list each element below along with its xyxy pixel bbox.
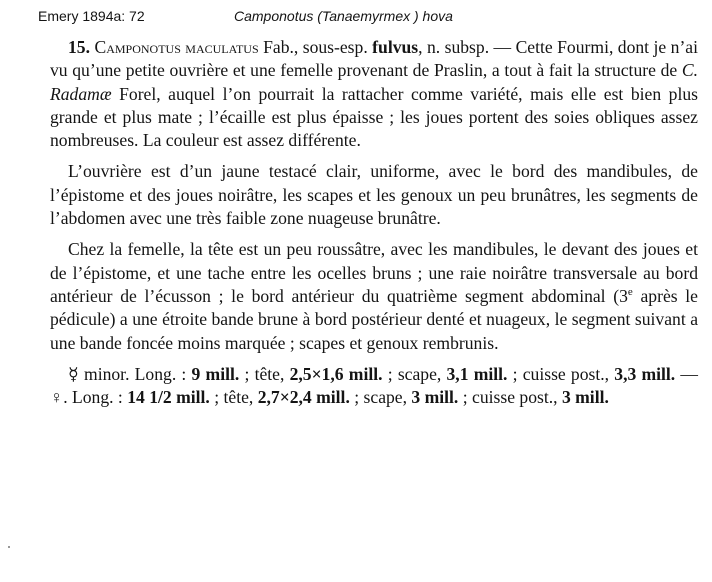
paragraph-female xyxy=(50,238,698,354)
paragraph-description xyxy=(50,36,698,152)
measure-text: — xyxy=(675,363,698,384)
female-head: 2,7×2,4 mill. xyxy=(257,387,350,408)
entry-number: 15. xyxy=(68,37,90,57)
female-symbol: ♀ xyxy=(50,387,64,408)
female-femur: 3 mill. xyxy=(561,387,609,408)
description-text-cont: Forel, auquel l’on pourrait la rattacher comme variété, mais elle est bien plus grande et plus mate ; l’écaille est plus épaisse ; les joues portent des soies obliques assez nombreuses. La couleur est assez différente. xyxy=(50,83,698,151)
measure-text: ; scape, xyxy=(349,387,412,408)
subspecies-name: fulvus xyxy=(372,37,419,57)
worker-scape: 3,1 mill. xyxy=(446,363,508,384)
measure-text: ; tête, xyxy=(239,363,290,384)
female-length: 14 1/2 mill. xyxy=(127,387,210,408)
measure-text: minor. Long. : xyxy=(78,363,192,384)
paragraph-measurements xyxy=(50,363,698,410)
citation-reference: Emery 1894a: 72 xyxy=(38,8,145,24)
ordinal-superscript: e xyxy=(627,286,633,299)
document-body xyxy=(50,36,698,409)
worker-femur: 3,3 mill. xyxy=(614,363,676,384)
female-text-cont: après le pédicule) a une étroite bande brune à bord postérieur denté et nuageux, le segment suivant a une bande foncée moins marquée ; scapes et genoux rembrunis. xyxy=(50,285,698,353)
paragraph-worker: L’ouvrière est d’un jaune testacé clair, uniforme, avec le bord des mandibules, de l’épistome et des joues noirâtre, les scapes et les genoux un peu brunâtres, les segments de l’abdomen avec une très faible zone nuageuse brunâtre. xyxy=(50,161,698,229)
reference-species: C. Radamæ xyxy=(50,60,698,104)
measure-text: ; scape, xyxy=(382,363,447,384)
female-scape: 3 mill. xyxy=(411,387,459,408)
worker-head: 2,5×1,6 mill. xyxy=(289,363,383,384)
female-text: Chez la femelle, la tête est un peu roussâtre, avec les mandibules, le devant des joues et de l’épistome, et une tache entre les ocelles bruns ; une raie noirâtre transversale au bord antérieur de l’écusson ; le bord antérieur du quatrième segment abdominal (3 xyxy=(50,239,698,306)
worker-symbol: ☿ xyxy=(68,363,79,384)
measure-text: . Long. : xyxy=(63,387,128,408)
measure-text: ; cuisse post., xyxy=(507,363,615,384)
species-author: Fab., sous-esp. xyxy=(258,37,373,57)
measure-text: ; tête, xyxy=(209,387,258,408)
scan-speck xyxy=(8,546,10,548)
worker-length: 9 mill. xyxy=(191,363,240,384)
description-text: , n. subsp. — Cette Fourmi, dont je n’ai vu qu’une petite ouvrière et une femelle provenant de Praslin, a tout à fait la structure de xyxy=(50,37,699,81)
taxon-name: Camponotus (Tanaemyrmex ) hova xyxy=(234,8,453,24)
species-name: Camponotus maculatus xyxy=(94,37,259,57)
measure-text: ; cuisse post., xyxy=(458,387,562,408)
page-header xyxy=(38,8,538,28)
